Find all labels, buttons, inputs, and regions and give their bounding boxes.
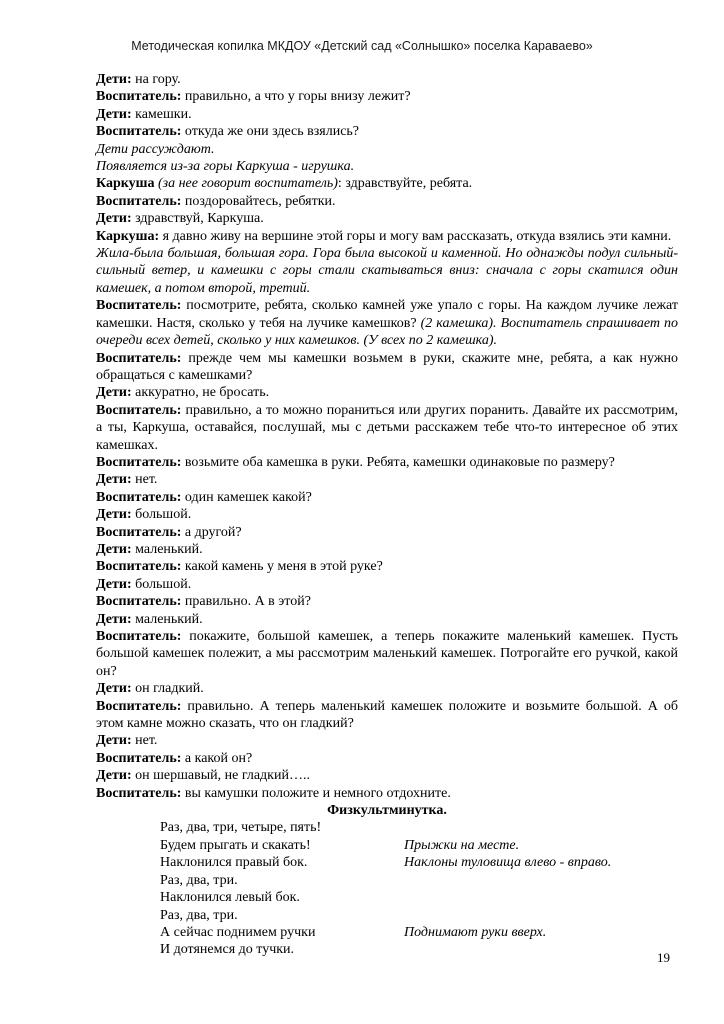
text-segment: маленький. [131,611,203,627]
text-segment: Каркуша [96,176,158,192]
dialogue-teacher [96,350,678,385]
text-segment: он шершавый, не гладкий….. [131,768,310,784]
exercise-verse-line: А сейчас поднимем ручки [160,924,316,940]
exercise-action-note: Наклоны туловища влево - вправо. [404,855,612,871]
text-segment: правильно, а то можно пораниться или других поранить. Давайте их рассмотрим, а ты, Каркуша, оставайся, послушай, мы с детьми расскажем тебе что-то интересное об этих камешках. [96,402,678,453]
text-segment: Дети: [96,472,132,488]
story-paragraph [96,245,678,297]
exercise-row [160,837,678,854]
exercise-verse-line: Наклонился правый бок. [160,855,308,871]
text-segment: большой. [131,507,192,523]
exercise-verse-line: И дотянемся до тучки. [160,942,295,958]
text-segment: маленький. [131,541,203,557]
text-segment: вы камушки положите и немного отдохните. [181,785,451,801]
dialogue-children [96,541,678,558]
dialogue-teacher [96,785,678,802]
text-segment: Воспитатель: [96,193,182,209]
dialogue-children [96,680,678,697]
dialogue-children [96,384,678,401]
dialogue-children [96,506,678,523]
text-segment: Жила-была большая, большая гора. Гора была высокой и каменной. Но однажды подул сильный-сильный ветер, и камешки с горы стали скатываться вниз: сначала с горы скатился один камешек, а потом второй, третий. [96,246,678,296]
dialogue-teacher [96,524,678,541]
text-segment: а какой он? [181,750,253,766]
text-segment: здравствуй, Каркуша. [131,211,264,227]
text-segment: а другой? [181,524,242,540]
dialogue-teacher [96,402,678,454]
text-segment: он гладкий. [131,681,204,697]
dialogue-teacher [96,88,678,105]
text-segment: Дети: [96,733,132,749]
text-segment: Воспитатель: [96,298,182,314]
dialogue-karkusha [96,175,678,192]
text-segment: Дети: [96,385,132,401]
text-segment: Дети: [96,106,132,122]
exercise-verse-line: Наклонился левый бок. [160,890,300,906]
exercise-row [160,854,678,871]
text-segment: : здравствуйте, ребята. [337,176,473,192]
dialogue-teacher [96,454,678,471]
dialogue-children [96,576,678,593]
dialogue-teacher [96,193,678,210]
text-segment: нет. [131,733,158,749]
text-segment: нет. [131,472,158,488]
dialogue-teacher [96,489,678,506]
exercise-verse-line: Раз, два, три. [160,907,238,923]
text-segment: Воспитатель: [96,489,182,505]
text-segment: Дети рассуждают. [96,141,215,157]
dialogue-children [96,71,678,88]
dialogue-teacher [96,297,678,349]
document-header-title: Методическая копилка МКДОУ «Детский сад «Солнышко» поселка Караваево» [131,39,593,53]
text-segment: Физкультминутка. [327,803,447,819]
dialogue-teacher [96,558,678,575]
text-segment: (за нее говорит воспитатель) [157,176,338,192]
text-segment: правильно. А в этой? [181,594,311,610]
text-segment: Воспитатель: [96,350,182,366]
section-heading [96,802,678,819]
exercise-row [160,924,678,941]
dialogue-karkusha [96,228,678,245]
text-segment: прежде чем мы камешки возьмем в руки, скажите мне, ребята, а как нужно обращаться с камешками? [96,350,678,383]
dialogue-children [96,732,678,749]
text-segment: Появляется из-за горы Каркуша - игрушка. [96,159,355,175]
text-segment: Воспитатель: [96,750,182,766]
text-segment: Дети: [96,507,132,523]
exercise-action-note: Прыжки на месте. [404,837,520,853]
text-segment: Воспитатель: [96,524,182,540]
text-segment: покажите, большой камешек, а теперь покажите маленький камешек. Пусть большой камешек полежит, а мы рассмотрим маленький камешек. Потрогайте его ручкой, какой он? [96,629,678,679]
dialogue-teacher [96,593,678,610]
exercise-verse-line: Будем прыгать и скакать! [160,837,311,853]
exercise-row [160,819,678,836]
text-segment: правильно, а что у горы внизу лежит? [181,89,411,105]
text-segment: (2 камешка). Воспитатель спрашивает по очереди всех детей, сколько у них камешков. (У всех по 2 камешка). [96,315,678,349]
dialogue-teacher [96,123,678,140]
dialogue-teacher [96,750,678,767]
dialogue-children [96,471,678,488]
text-segment: Дети: [96,72,132,87]
exercise-action-note: Поднимают руки вверх. [404,924,547,940]
exercise-row [160,941,678,958]
text-segment: Каркуша: [96,228,160,244]
stage-direction [96,141,678,158]
text-segment: Воспитатель: [96,629,182,644]
dialogue-children [96,611,678,628]
exercise-row [160,872,678,889]
dialogue-children [96,106,678,123]
text-segment: поздоровайтесь, ребятки. [181,193,336,209]
text-segment: посмотрите, ребята, сколько камней уже упало с горы. На каждом лучике лежат камешки. Настя, сколько у тебя на лучике камешков? [96,298,678,331]
text-segment: Дети: [96,211,132,227]
text-segment: Воспитатель: [96,785,182,801]
text-segment: Воспитатель: [96,402,182,418]
stage-direction [96,158,678,175]
text-segment: Дети: [96,576,132,592]
exercise-row [160,889,678,906]
dialogue-teacher [96,628,678,680]
exercise-row [160,907,678,924]
text-segment: Дети: [96,611,132,627]
text-segment: Воспитатель: [96,124,182,140]
text-segment: камешки. [131,106,192,122]
text-segment: Дети: [96,541,132,557]
text-segment: Воспитатель: [96,594,182,610]
text-segment: правильно. А теперь маленький камешек положите и возьмите большой. А об этом камне можно сказать, что он гладкий? [96,698,678,732]
text-segment: какой камень у меня в этой руке? [181,559,383,575]
exercise-table [160,819,678,958]
text-segment: Дети: [96,768,132,784]
exercise-verse-line: Раз, два, три. [160,872,238,888]
text-segment: Воспитатель: [96,559,182,575]
text-segment: откуда же они здесь взялись? [181,124,360,140]
text-segment: Воспитатель: [96,698,182,714]
text-segment: большой. [131,576,192,592]
text-segment: Воспитатель: [96,454,182,470]
exercise-verse-line: Раз, два, три, четыре, пять! [160,820,322,836]
text-segment: возьмите оба камешка в руки. Ребята, камешки одинаковые по размеру? [181,454,615,470]
dialogue-teacher [96,698,678,733]
page-number: 19 [657,950,670,965]
text-segment: один камешек какой? [181,489,312,505]
text-segment: Воспитатель: [96,89,182,105]
dialogue-children [96,767,678,784]
text-segment: аккуратно, не бросать. [131,385,270,401]
text-segment: Дети: [96,681,132,697]
dialogue-children [96,210,678,227]
text-segment: на гору. [131,72,181,87]
text-segment: я давно живу на вершине этой горы и могу вам рассказать, откуда взялись эти камни. [159,228,672,244]
document-body [96,71,678,819]
